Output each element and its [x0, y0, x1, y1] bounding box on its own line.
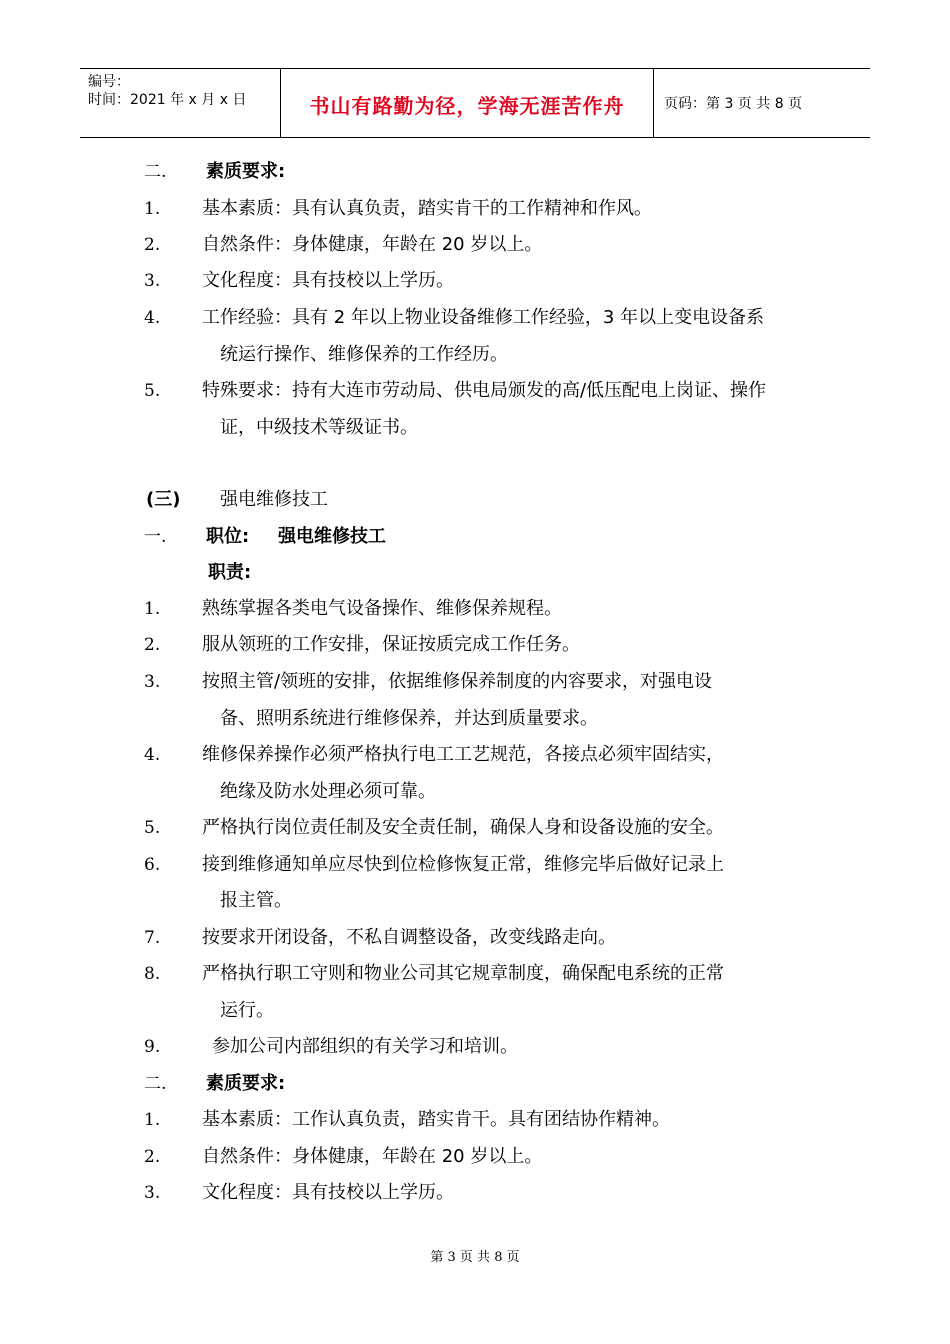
number-label: 编号： — [88, 74, 130, 90]
motto: 书山有路勤为径，学海无涯苦作舟 — [309, 94, 625, 118]
list-item-text: 参加公司内部组织的有关学习和培训。 — [212, 1036, 518, 1057]
subsection-marker: (三) — [146, 489, 181, 510]
list-item-text: 服从领班的工作安排，保证按质完成工作任务。 — [202, 634, 580, 655]
list-item-number: 5. — [144, 381, 161, 401]
header-meta-cell — [80, 69, 281, 137]
list-item-number: 2. — [144, 235, 161, 255]
list-item-text: 维修保养操作必须严格执行电工工艺规范，各接点必须牢固结实， — [202, 744, 724, 765]
list-item-text: 基本素质：工作认真负责，踏实肯干。具有团结协作精神。 — [202, 1109, 670, 1130]
list-item-number: 1. — [144, 599, 161, 619]
list-item-text: 特殊要求：持有大连市劳动局、供电局颁发的高/低压配电上岗证、操作 — [202, 380, 767, 401]
list-item-number: 1. — [144, 199, 161, 219]
list-item-number: 5. — [144, 818, 161, 838]
document-header — [80, 68, 870, 138]
section-marker: 一. — [144, 527, 167, 547]
duties-label: 职责: — [208, 562, 252, 583]
list-item-text: 严格执行岗位责任制及安全责任制，确保人身和设备设施的安全。 — [202, 817, 724, 838]
list-item-text: 工作经验：具有 2 年以上物业设备维修工作经验，3 年以上变电设备系 — [202, 307, 765, 328]
list-item-number: 2. — [144, 1147, 161, 1167]
list-item-continuation: 统运行操作、维修保养的工作经历。 — [220, 344, 508, 365]
list-item-number: 8. — [144, 964, 161, 984]
list-item-number: 2. — [144, 635, 161, 655]
page-indicator: 页码：第 3 页 共 8 页 — [664, 96, 803, 112]
list-item-number: 3. — [144, 1183, 161, 1203]
list-item-number: 7. — [144, 928, 161, 948]
subsection-title: 强电维修技工 — [220, 489, 328, 510]
list-item-number: 9. — [144, 1037, 161, 1057]
list-item-text: 文化程度：具有技校以上学历。 — [202, 1182, 454, 1203]
list-item-text: 基本素质：具有认真负责，踏实肯干的工作精神和作风。 — [202, 198, 652, 219]
list-item-text: 接到维修通知单应尽快到位检修恢复正常，维修完毕后做好记录上 — [202, 854, 724, 875]
list-item-text: 文化程度：具有技校以上学历。 — [202, 270, 454, 291]
list-item-number: 3. — [144, 672, 161, 692]
position-value: 强电维修技工 — [278, 526, 386, 547]
list-item-continuation: 绝缘及防水处理必须可靠。 — [220, 781, 436, 802]
list-item-number: 6. — [144, 855, 161, 875]
list-item-continuation: 报主管。 — [220, 890, 292, 911]
list-item-number: 4. — [144, 308, 161, 328]
list-item-continuation: 证，中级技术等级证书。 — [220, 417, 418, 438]
section-title: 素质要求: — [206, 1073, 286, 1094]
list-item-text: 按照主管/领班的安排，依据维修保养制度的内容要求，对强电设 — [202, 671, 713, 692]
page-footer: 第 3 页 共 8 页 — [430, 1250, 520, 1265]
header-motto-cell — [281, 69, 654, 137]
header-page-cell — [654, 69, 870, 137]
section-title: 素质要求: — [206, 161, 286, 182]
list-item-number: 3. — [144, 271, 161, 291]
list-item-text: 严格执行职工守则和物业公司其它规章制度，确保配电系统的正常 — [202, 963, 724, 984]
list-item-number: 4. — [144, 745, 161, 765]
section-marker: 二. — [144, 162, 167, 182]
date-label: 时间：2021 年 x 月 x 日 — [88, 92, 247, 108]
list-item-text: 熟练掌握各类电气设备操作、维修保养规程。 — [202, 598, 562, 619]
list-item-text: 自然条件：身体健康，年龄在 20 岁以上。 — [202, 234, 543, 255]
list-item-continuation: 运行。 — [220, 1000, 274, 1021]
list-item-text: 自然条件：身体健康，年龄在 20 岁以上。 — [202, 1146, 543, 1167]
list-item-text: 按要求开闭设备，不私自调整设备，改变线路走向。 — [202, 927, 616, 948]
section-marker: 二. — [144, 1074, 167, 1094]
position-label: 职位: — [206, 526, 250, 547]
list-item-continuation: 备、照明系统进行维修保养，并达到质量要求。 — [220, 708, 598, 729]
list-item-number: 1. — [144, 1110, 161, 1130]
